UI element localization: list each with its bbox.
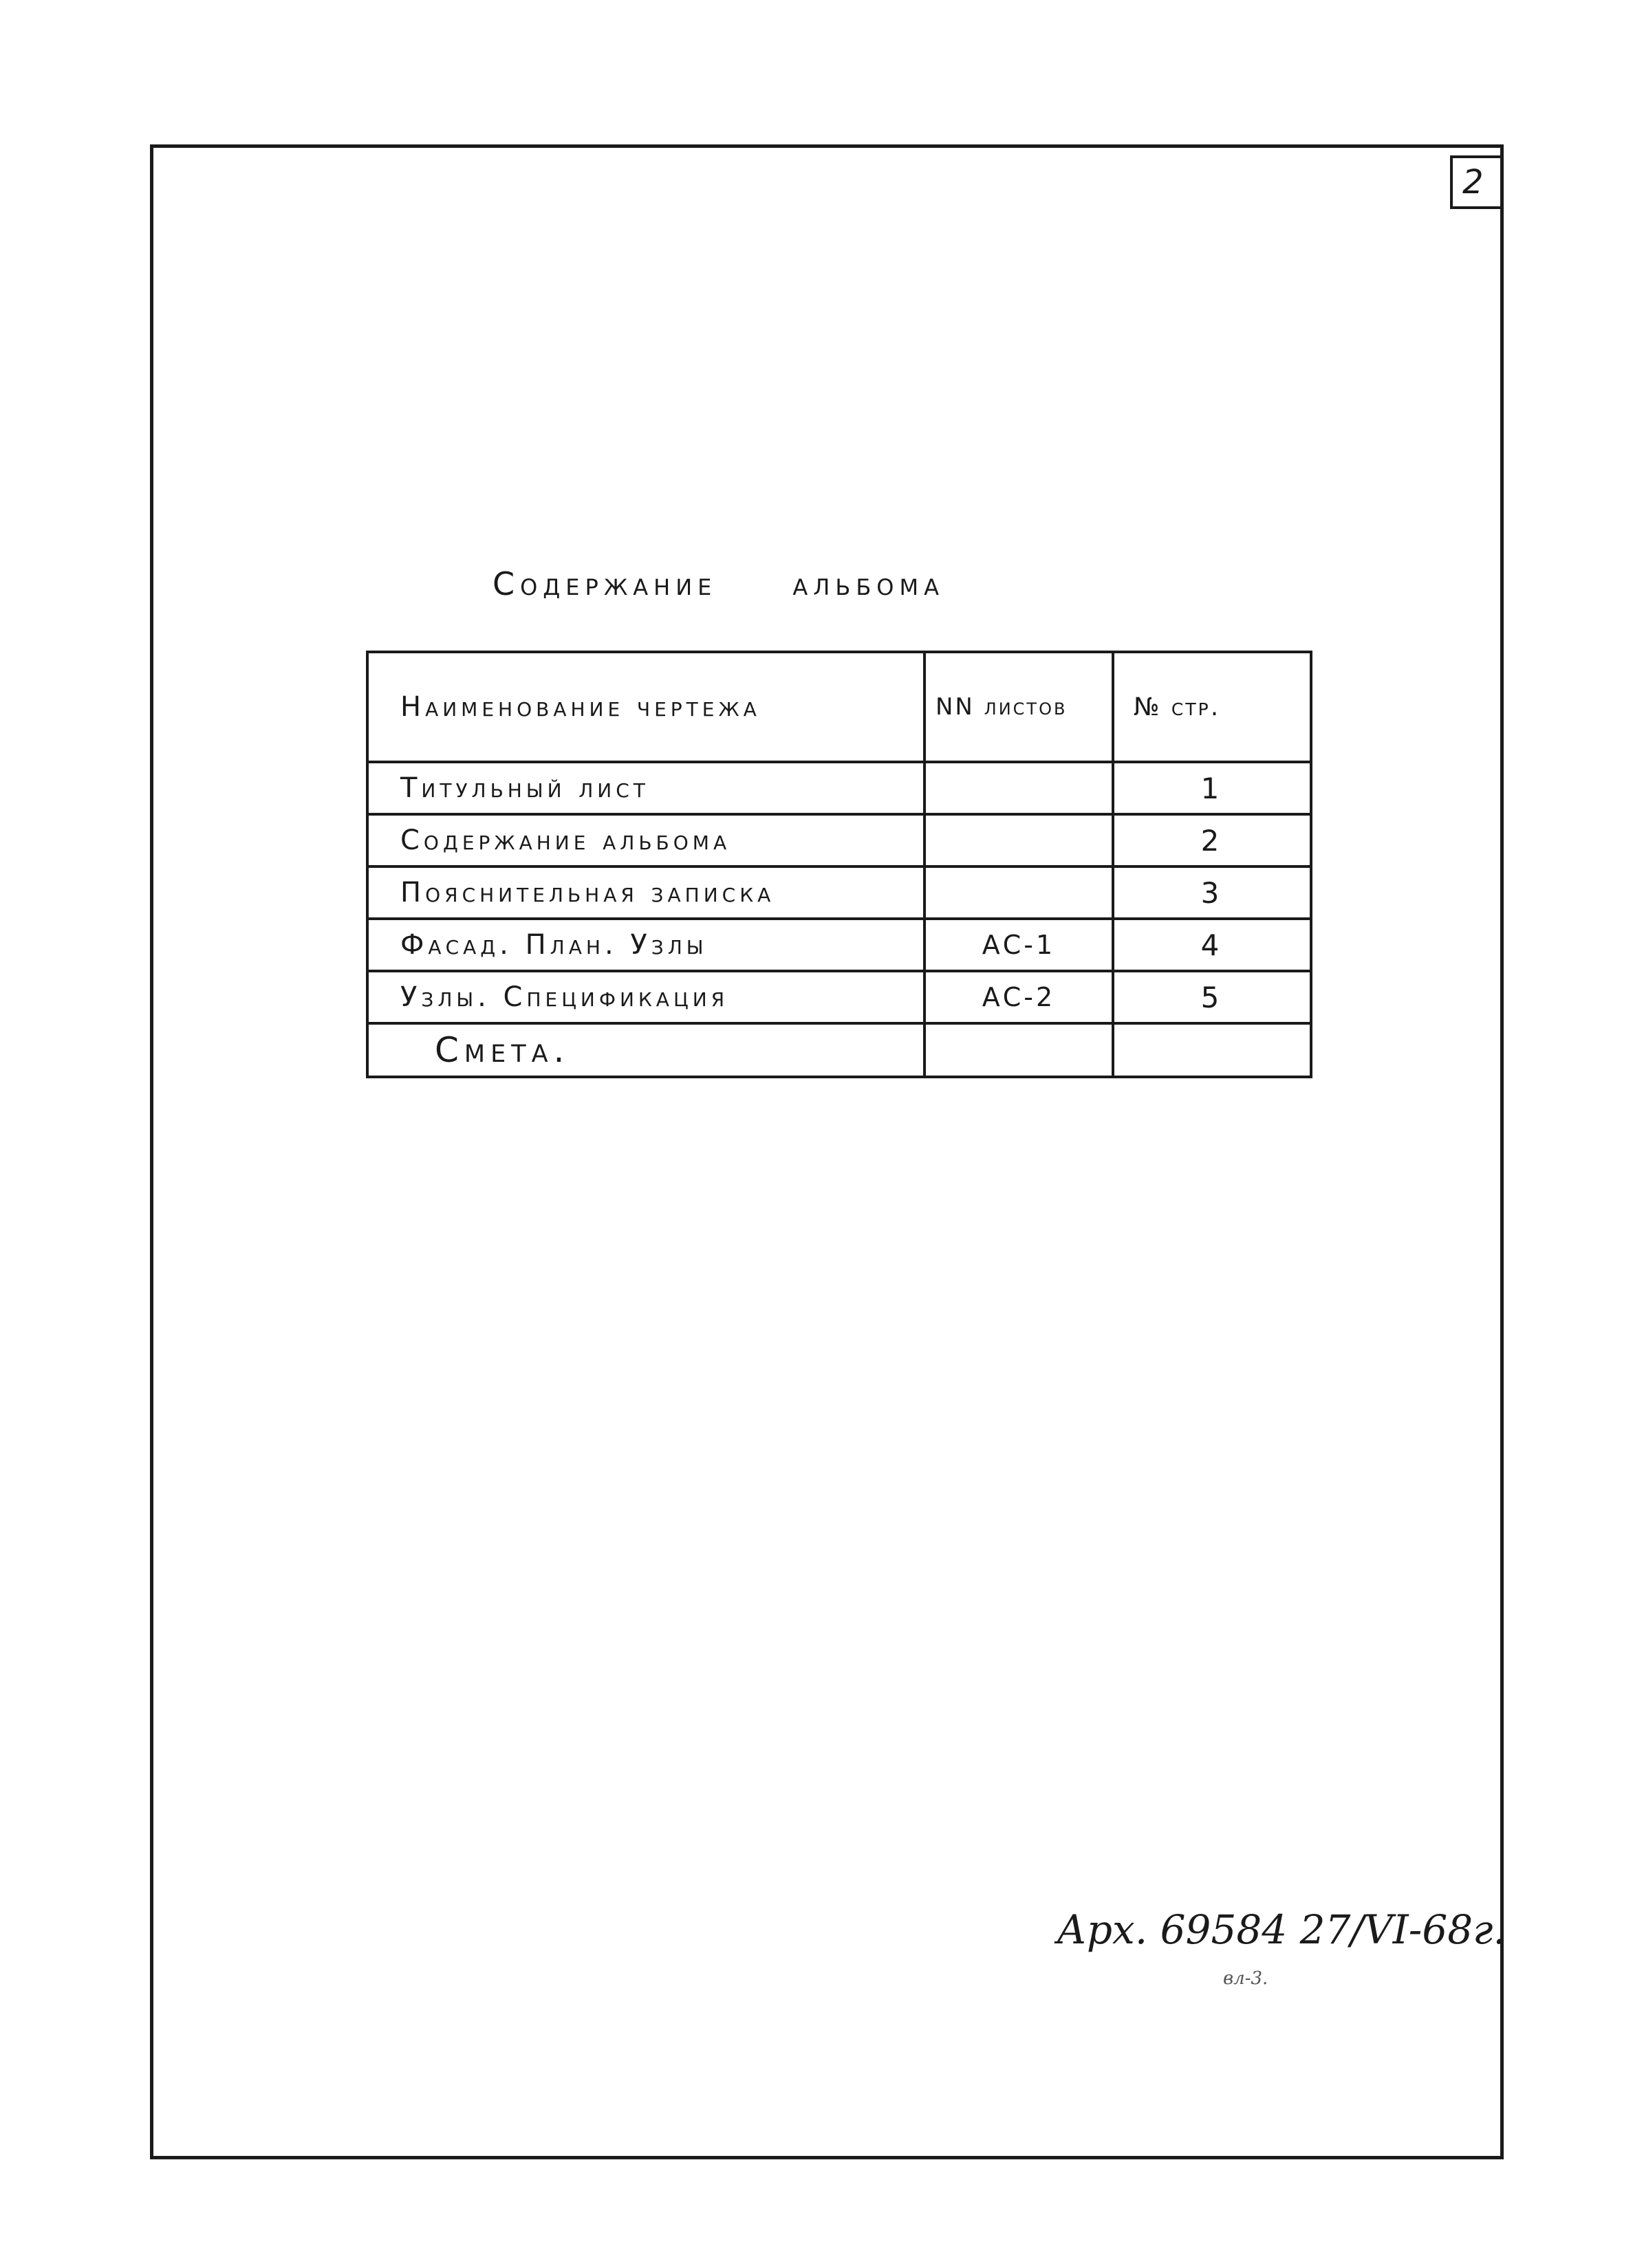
row-sheet [924,866,1113,919]
header-page: № стр. [1113,652,1311,762]
table-row [367,762,1311,814]
row-sheet [924,814,1113,866]
row-name: Титульный лист [367,762,924,814]
row-name: Смета. [367,1023,924,1077]
page-number: 2 [1450,155,1504,209]
table-header-row [367,652,1311,762]
header-sheets: NN листов [924,652,1113,762]
archive-note: Арх. 69584 27/VI-68г. [1057,1906,1506,1953]
row-sheet: АС-1 [924,919,1113,971]
row-page: 5 [1113,971,1311,1023]
row-name: Фасад. План. Узлы [367,919,924,971]
header-drawing-name: Наименование чертежа [367,652,924,762]
row-sheet [924,1023,1113,1077]
contents-table [366,651,1312,1078]
page-title [493,565,944,602]
row-page: 4 [1113,919,1311,971]
table-row [367,866,1311,919]
row-page: 2 [1113,814,1311,866]
table-row [367,919,1311,971]
row-sheet: АС-2 [924,971,1113,1023]
table-row [367,971,1311,1023]
row-name: Пояснительная записка [367,866,924,919]
table-row [367,814,1311,866]
row-page: 1 [1113,762,1311,814]
title-word-1: Содержание [493,565,717,602]
archive-sub-note: вл-3. [1223,1968,1268,1989]
row-name: Содержание альбома [367,814,924,866]
table-row [367,1023,1311,1077]
row-page: 3 [1113,866,1311,919]
row-name: Узлы. Спецификация [367,971,924,1023]
row-page [1113,1023,1311,1077]
title-word-2: альбома [792,565,944,602]
row-sheet [924,762,1113,814]
drawing-frame [150,144,1504,2159]
